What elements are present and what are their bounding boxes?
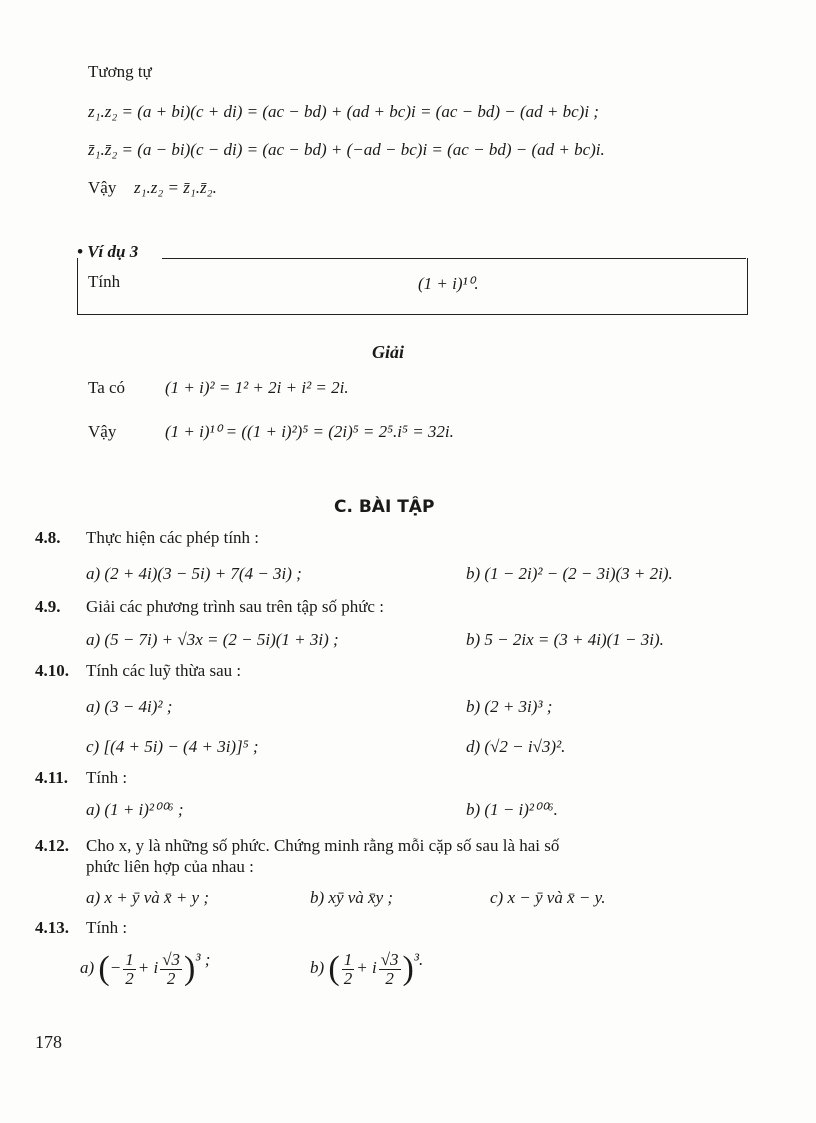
exercise-text: Tính : xyxy=(86,768,128,787)
exercise-number: 4.9. xyxy=(35,597,61,616)
exercise-part-a: a) (5 − 7i) + √3x = (2 − 5i)(1 + 3i) ; xyxy=(86,630,339,649)
frac-numerator: 1 xyxy=(125,949,134,969)
example-label: • Ví dụ 3 xyxy=(77,242,139,261)
exercise-text: Tính : xyxy=(86,918,128,937)
exercise-part-b: b) ( $\frac{1}{2}$ + i $\frac{√3}{2}$ )³. xyxy=(310,949,424,988)
frac-denominator: 2 xyxy=(385,968,394,988)
exercise-text: Giải các phương trình sau trên tập số phức : xyxy=(86,597,384,616)
exercise-part-c: c) x − ȳ và x̄ − y. xyxy=(490,888,606,907)
exercise-number: 4.11. xyxy=(35,768,69,787)
exponent-tail: ³ ; xyxy=(195,950,211,969)
page-number: 178 xyxy=(35,1032,62,1052)
exercise-number: 4.8. xyxy=(35,528,61,547)
example-box xyxy=(77,258,748,315)
exercise-number: 4.12. xyxy=(35,836,69,855)
example-task: Tính xyxy=(88,272,121,291)
frac-numerator-sqrt: √3 xyxy=(162,949,181,969)
section-title: C. BÀI TẬP xyxy=(334,497,435,517)
intro-line-3-label: Vậy xyxy=(88,178,117,197)
intro-line-2: z̄₁.z̄₂ = (a − bi)(c − di) = (ac − bd) + (−ad − bc)i = (ac − bd) − (ad + bc)i. xyxy=(88,140,605,159)
exponent-tail: ³. xyxy=(413,950,424,969)
intro-line-3-expr: z₁.z₂ = z̄₁.z̄₂. xyxy=(134,178,217,197)
part-b-label: b) xyxy=(310,957,325,977)
solution-row-2-expr: (1 + i)¹⁰ = ((1 + i)²)⁵ = (2i)⁵ = 2⁵.i⁵ = 32i. xyxy=(165,422,454,441)
exercise-part-b: b) (2 + 3i)³ ; xyxy=(466,697,553,716)
exercise-part-a: a) x + ȳ và x̄ + y ; xyxy=(86,888,209,907)
exercise-part-a: a) (3 − 4i)² ; xyxy=(86,697,173,716)
intro-line-1: z₁.z₂ = (a + bi)(c + di) = (ac − bd) + (ad + bc)i = (ac − bd) − (ad + bc)i ; xyxy=(88,102,599,121)
exercise-part-a: a) (− $\frac{1}{2}$ + i $\frac{√3}{2}$ )³ ; xyxy=(80,949,211,988)
frac-numerator: 1 xyxy=(343,949,353,969)
exercise-text-continued: phức liên hợp của nhau : xyxy=(86,857,254,876)
exercise-part-b: b) (1 − 2i)² − (2 − 3i)(3 + 2i). xyxy=(466,564,673,583)
part-a-label: a) xyxy=(80,957,95,977)
solution-row-1-expr: (1 + i)² = 1² + 2i + i² = 2i. xyxy=(165,378,349,397)
frac-denominator: 2 xyxy=(166,968,176,988)
exercise-number: 4.10. xyxy=(35,661,69,680)
exercise-part-b: b) xȳ và x̄y ; xyxy=(310,888,394,907)
frac-numerator-sqrt: √3 xyxy=(380,949,399,969)
exercise-part-d: d) (√2 − i√3)². xyxy=(466,737,566,756)
exercise-part-a: a) (2 + 4i)(3 − 5i) + 7(4 − 3i) ; xyxy=(86,564,302,583)
exercise-text: Tính các luỹ thừa sau : xyxy=(86,661,242,680)
solution-title: Giải xyxy=(372,342,405,362)
example-expr: (1 + i)¹⁰. xyxy=(418,274,479,293)
frac-denominator: 2 xyxy=(125,968,134,988)
exercise-part-c: c) [(4 + 5i) − (4 + 3i)]⁵ ; xyxy=(86,737,259,756)
exercise-number: 4.13. xyxy=(35,918,69,937)
intro-heading: Tương tự xyxy=(88,62,152,81)
exercise-part-a: a) (1 + i)²⁰⁰⁶ ; xyxy=(86,800,184,819)
exercise-part-b: b) (1 − i)²⁰⁰⁶. xyxy=(466,800,558,819)
frac-denominator: 2 xyxy=(343,968,353,988)
exercise-part-b: b) 5 − 2ix = (3 + 4i)(1 − 3i). xyxy=(466,630,664,649)
exercise-text: Cho x, y là những số phức. Chứng minh rằng mỗi cặp số sau là hai số xyxy=(86,836,560,855)
solution-row-1-label: Ta có xyxy=(88,378,126,397)
solution-row-2-label: Vậy xyxy=(88,422,117,441)
exercise-text: Thực hiện các phép tính : xyxy=(86,528,260,547)
